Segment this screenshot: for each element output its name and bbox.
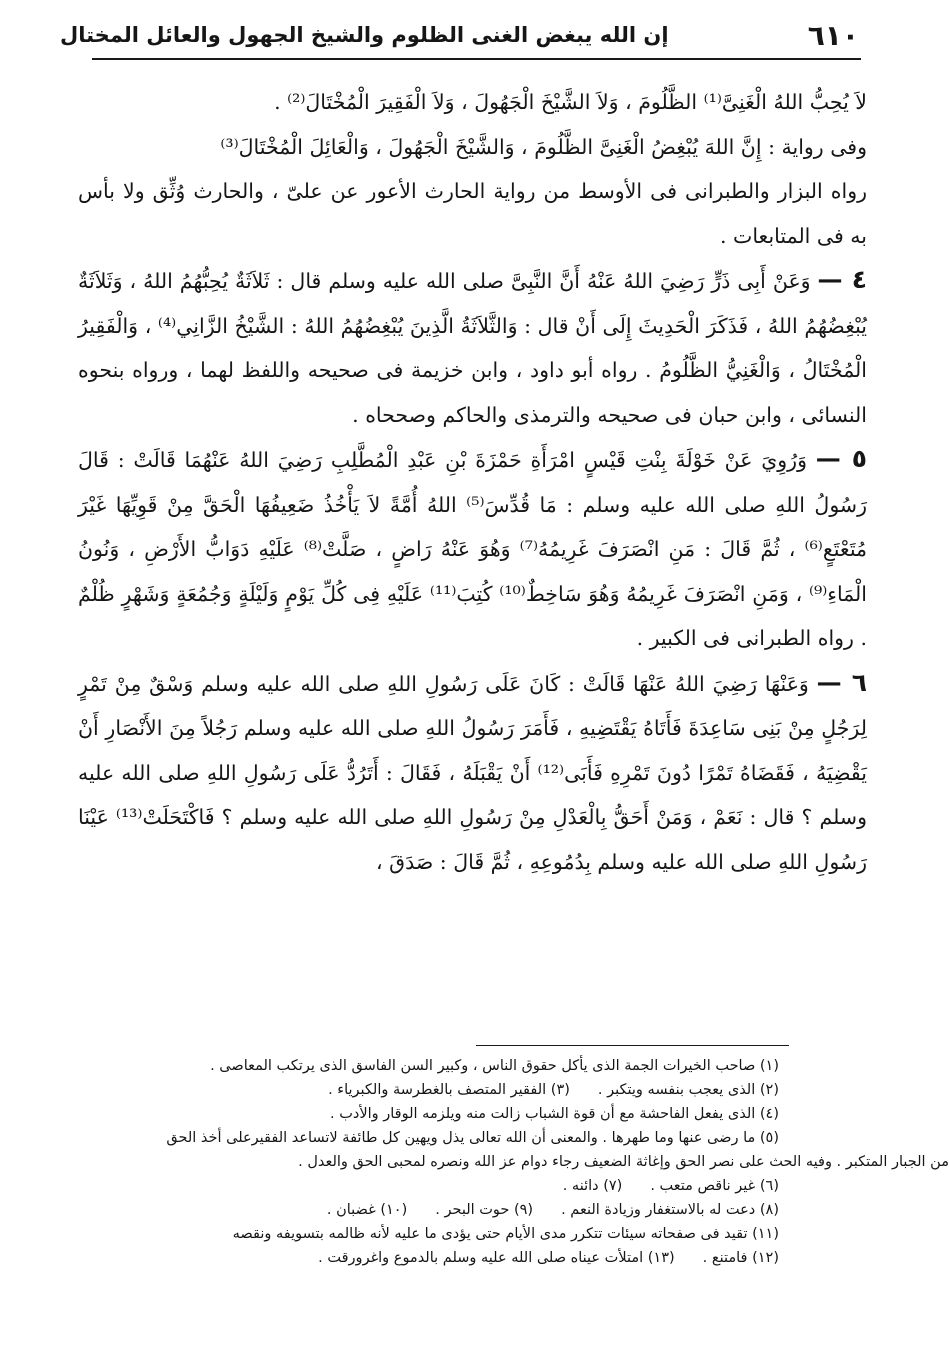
footnote: (٥) ما رضى عنها وما طهرها . والمعنى أن الله تعالى يذل ويهين كل طائفة لاتساعد الفقيرعلى أخذ الحق xyxy=(166,1130,779,1146)
footnote: (٦) غير ناقص متعب . xyxy=(650,1178,779,1194)
paragraph-source: رواه البزار والطبرانى فى الأوسط من رواية الحارث الأعور عن علىّ ، والحارث وُثِّق ولا بأس به فى المتابعات . xyxy=(78,179,867,248)
footnotes xyxy=(80,1054,949,1270)
footnote-rule xyxy=(476,1045,789,1046)
footnote: (١٣) امتلأت عيناه صلى الله عليه وسلم بالدموع واغرورقت . xyxy=(318,1250,675,1266)
footnote: (٤) الذى يفعل الفاحشة مع أن قوة الشباب زالت منه ويلزمه الوقار والأدب . xyxy=(330,1106,779,1122)
paragraph-narration: وفى رواية : إِنَّ اللهَ يُبْغِضُ الْغَنِىَّ الظَّلُومَ ، وَالشَّيْخَ الْجَهُولَ ، وَالْعَائِلَ الْمُخْتَالَ⁽³⁾ xyxy=(220,134,867,159)
hadith-text: وَرُوِيَ عَنْ خَوْلَةَ بِنْتِ قَيْسٍ امْرَأَةِ حَمْزَةَ بْنِ عَبْدِ الْمُطَّلِبِ رَضِيَ اللهُ عَنْهُمَا قَالَتْ : قَالَ رَسُولُ اللهِ صلى الله عليه وسلم : مَا قُدِّسَ⁽⁵⁾ اللهُ أُمَّةً لاَ يَأْخُذُ ضَعِيفُهَا الْحَقَّ مِنْ قَوِيِّهَا غَيْرَ مُتَعْتَعٍ⁽⁶⁾ ، ثُمَّ قَالَ : مَنِ انْصَرَفَ غَرِيمُهُ⁽⁷⁾ وَهُوَ عَنْهُ رَاضٍ ، صَلَّتْ⁽⁸⁾ عَلَيْهِ دَوَابُّ الأَرْضِ ، وَنُونُ الْمَاءِ⁽⁹⁾ ، وَمَنِ انْصَرَفَ غَرِيمُهُ وَهُوَ سَاخِطٌ⁽¹⁰⁾ كُتِبَ⁽¹¹⁾ عَلَيْهِ فِى كُلِّ يَوْمٍ وَلَيْلَةٍ وَجُمُعَةٍ وَشَهْرٍ ظُلْمٌ . رواه الطبرانى فى الكبير . xyxy=(78,448,867,650)
footnote: (١١) تقيد فى صفحاته سيئات تتكرر مدى الأيام حتى يؤدى ما عليه لأنه ظالمه بتسويفه ونقصه xyxy=(232,1226,779,1242)
footnote: (١) صاحب الخيرات الجمة الذى يأكل حقوق الناس ، وكبير السن الفاسق الذى يرتكب المعاصى . xyxy=(210,1058,779,1074)
footnote-row xyxy=(80,1198,779,1222)
hadith-5 xyxy=(78,437,867,661)
footnote-row xyxy=(80,1246,779,1270)
hadith-text: وَعَنْهَا رَضِيَ اللهُ عَنْهَا قَالَتْ : كَانَ عَلَى رَسُولِ اللهِ صلى الله عليه وسلم وَسْقٌ مِنْ تَمْرٍ لِرَجُلٍ مِنْ بَنِى سَاعِدَةَ فَأَتَاهُ يَقْتَضِيهِ ، فَأَمَرَ رَسُولُ اللهِ صلى الله عليه وسلم رَجُلاً مِنَ الأَنْصَارِ أَنْ يَقْضِيَهُ ، فَقَضَاهُ تَمْرًا دُونَ تَمْرِهِ فَأَبَى⁽¹²⁾ أَنْ يَقْبَلَهُ ، فَقَالَ : أَتَرُدُّ عَلَى رَسُولِ اللهِ صلى الله عليه وسلم ؟ قال : نَعَمْ ، وَمَنْ أَحَقُّ بِالْعَدْلِ مِنْ رَسُولِ اللهِ صلى الله عليه وسلم ؟ فَاكْتَحَلَتْ⁽¹³⁾ عَيْنَا رَسُولِ اللهِ صلى الله عليه وسلم بِدُمُوعِهِ ، ثُمَّ قَالَ : صَدَقَ ، xyxy=(78,671,868,874)
footnote: (٩) حوت البحر . xyxy=(435,1202,534,1218)
footnote: (١٠) غضبان . xyxy=(326,1202,408,1218)
hadith-number: ٥ — xyxy=(815,444,867,473)
header-rule xyxy=(92,58,861,60)
page-header xyxy=(60,14,859,56)
running-title: إن الله يبغض الغنى الظلوم والشيخ الجهول والعائل المختال xyxy=(60,23,669,47)
footnote: (٣) الفقير المتصف بالغطرسة والكبرياء . xyxy=(328,1082,570,1098)
footnote: (١٢) فامتنع . xyxy=(702,1250,779,1266)
page-number: ٦١٠ xyxy=(807,18,859,52)
footnote: (٧) دائنه . xyxy=(562,1178,623,1194)
footnote: (٢) الذى يعجب بنفسه ويتكبر . xyxy=(597,1082,779,1098)
footnote-row xyxy=(80,1078,779,1102)
paragraph-hadith-text: لاَ يُحِبُّ اللهُ الْغَنِىَّ⁽¹⁾ الظَّلُومَ ، وَلاَ الشَّيْخَ الْجَهُولَ ، وَلاَ الْفَقِيرَ الْمُخْتَالَ⁽²⁾ . xyxy=(274,90,867,114)
hadith-text: وَعَنْ أَبِى ذَرٍّ رَضِيَ اللهُ عَنْهُ أَنَّ النَّبِىَّ صلى الله عليه وسلم قال : ثَلاَثَةٌ يُحِبُّهُمُ اللهُ ، وَثَلاَثَةٌ يُبْغِضُهُمُ اللهُ ، فَذَكَرَ الْحَدِيثَ إِلَى أَنْ قال : وَالثَّلاَثَةُ الَّذِينَ يُبْغِضُهُمُ اللهُ : الشَّيْخُ الزَّانِي⁽⁴⁾ ، وَالْفَقِيرُ الْمُخْتَالُ ، وَالْغَنِيُّ الظَّلُومُ . رواه أبو داود ، وابن خزيمة فى صحيحه واللفظ لهما ، ورواه بنحوه النسائى ، وابن حبان فى صحيحه والترمذى والحاكم وصححاه . xyxy=(78,269,867,427)
hadith-4 xyxy=(78,258,867,437)
hadith-6 xyxy=(78,661,867,885)
footnote-continuation: من الجبار المتكبر . وفيه الحث على نصر الحق وإغاثة الضعيف رجاء دوام عز الله ونصره لمحبى الحق والعدل . xyxy=(298,1154,949,1170)
footnote-row xyxy=(80,1174,779,1198)
footnote: (٨) دعت له بالاستغفار وزيادة النعم . xyxy=(561,1202,779,1218)
hadith-number: ٦ — xyxy=(816,667,867,697)
main-text xyxy=(78,80,867,884)
hadith-number: ٤ — xyxy=(817,265,867,294)
